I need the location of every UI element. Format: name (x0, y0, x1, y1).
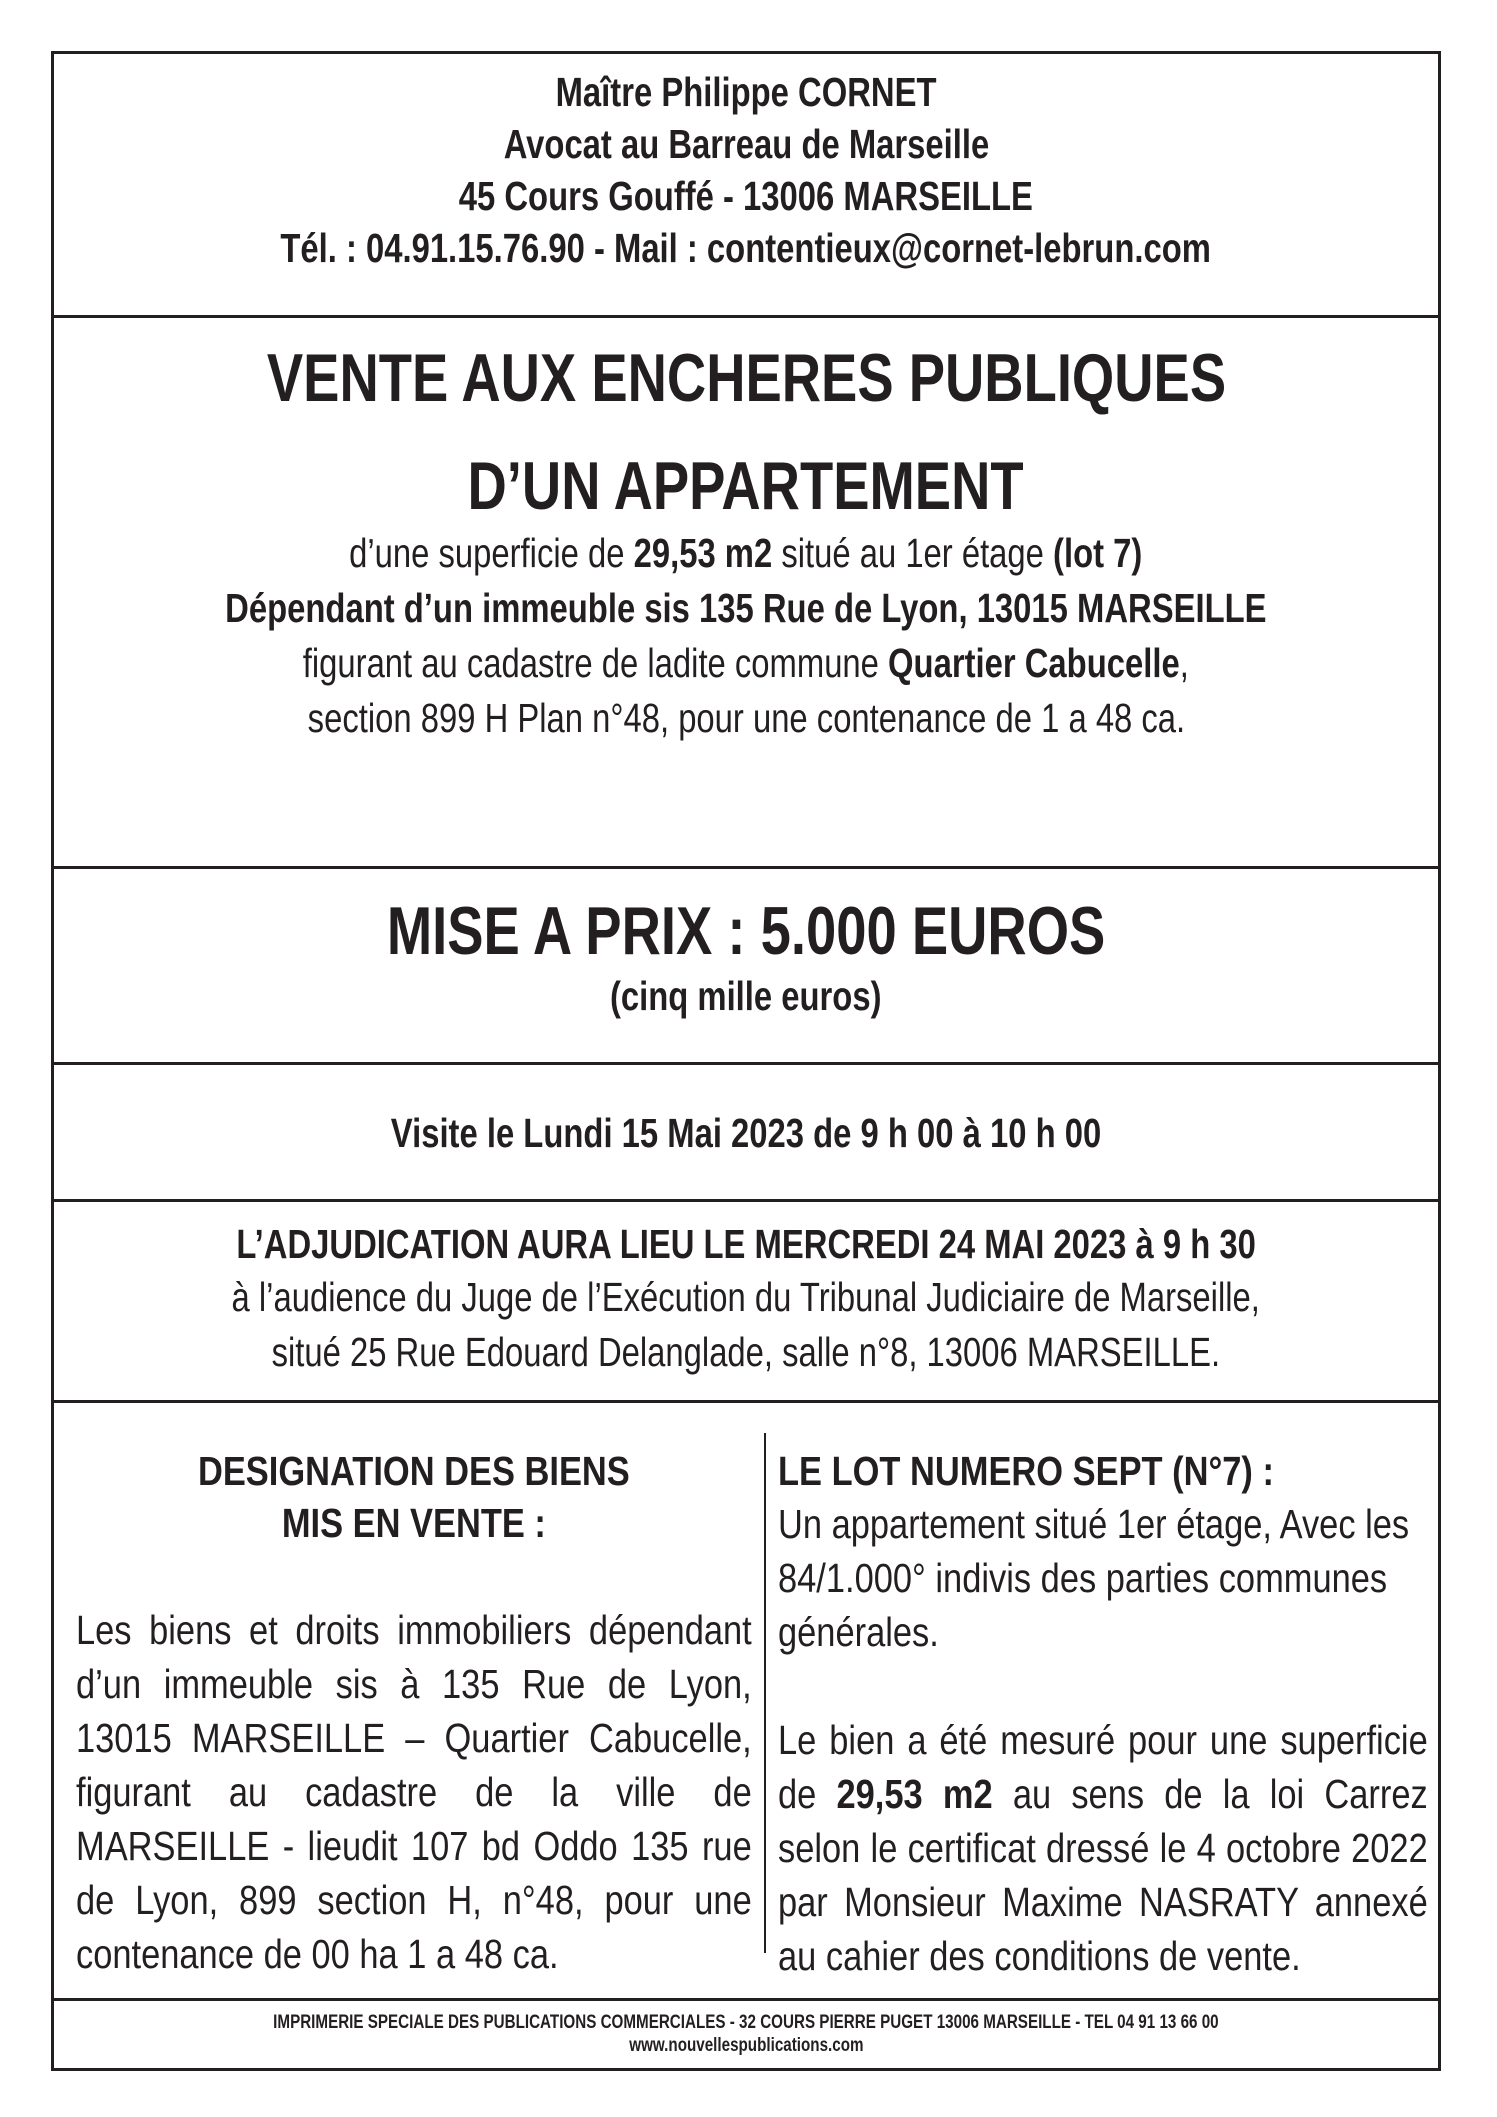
sale-subheading: D’UN APPARTEMENT (467, 448, 1025, 524)
visit-text: Visite le Lundi 15 Mai 2023 de 9 h 00 à 10 h 00 (390, 1110, 1102, 1156)
sale-heading: VENTE AUX ENCHERES PUBLIQUES (266, 340, 1226, 416)
visit-section (54, 1065, 1438, 1202)
lot-heading: LE LOT NUMERO SEPT (N°7) : (778, 1448, 1274, 1494)
lawyer-header (54, 54, 1438, 318)
adjudication-heading: L’ADJUDICATION AURA LIEU LE MERCREDI 24 MAI 2023 à 9 h 30 (236, 1221, 1256, 1267)
lawyer-name: Maître Philippe CORNET (555, 69, 937, 115)
lawyer-contact: Tél. : 04.91.15.76.90 - Mail : contentieux@cornet-lebrun.com (280, 225, 1212, 271)
adjudication-section (54, 1202, 1438, 1403)
sale-section (54, 318, 1438, 869)
adjudication-court: à l’audience du Juge de l’Exécution du Tribunal Judiciaire de Marseille, (231, 1274, 1261, 1320)
sale-cadastre-line: figurant au cadastre de ladite commune Quartier Cabucelle, (302, 640, 1190, 686)
designation-body: Les biens et droits immobiliers dépendant d’un immeuble sis à 135 Rue de Lyon, 13015 MARSEILLE – Quartier Cabucelle, figurant au cadastre de la ville de MARSEILLE - lieudit 107 bd Oddo 135 rue de Lyon, 899 section H, n°48, pour une contenance de 00 ha 1 a 48 ca. (76, 1607, 752, 1977)
sale-surface-line: d’une superficie de 29,53 m2 situé au 1er étage (lot 7) (349, 530, 1143, 576)
price-words: (cinq mille euros) (610, 973, 882, 1019)
sale-section-line: section 899 H Plan n°48, pour une contenance de 1 a 48 ca. (307, 695, 1185, 741)
printer-footer (54, 2001, 1438, 2057)
details-section (54, 1403, 1438, 2001)
printer-info: IMPRIMERIE SPECIALE DES PUBLICATIONS COMMERCIALES - 32 COURS PIERRE PUGET 13006 MARSEILLE - TEL 04 91 13 66 00 (273, 2012, 1219, 2033)
adjudication-address: situé 25 Rue Edouard Delanglade, salle n°8, 13006 MARSEILLE. (271, 1329, 1221, 1375)
lawyer-address: 45 Cours Gouffé - 13006 MARSEILLE (458, 173, 1034, 219)
price-heading: MISE A PRIX : 5.000 EUROS (386, 893, 1106, 969)
notice-frame (51, 51, 1441, 2071)
lawyer-title: Avocat au Barreau de Marseille (503, 121, 989, 167)
lot-measurement: Le bien a été mesuré pour une superficie de 29,53 m2 au sens de la loi Carrez selon le certificat dressé le 4 octobre 2022 par Monsieur Maxime NASRATY annexé au cahier des conditions de vente. (778, 1717, 1428, 1979)
price-section (54, 869, 1438, 1065)
sale-building-line: Dépendant d’un immeuble sis 135 Rue de Lyon, 13015 MARSEILLE (225, 585, 1267, 631)
lot-column (778, 1403, 1428, 1998)
designation-column (76, 1403, 752, 1998)
column-divider (764, 1433, 766, 1953)
printer-website: www.nouvellespublications.com (628, 2035, 864, 2056)
designation-heading: DESIGNATION DES BIENS MIS EN VENTE : (197, 1448, 630, 1546)
lot-description: Un appartement situé 1er étage, Avec les 84/1.000° indivis des parties communes générales. (778, 1501, 1410, 1655)
